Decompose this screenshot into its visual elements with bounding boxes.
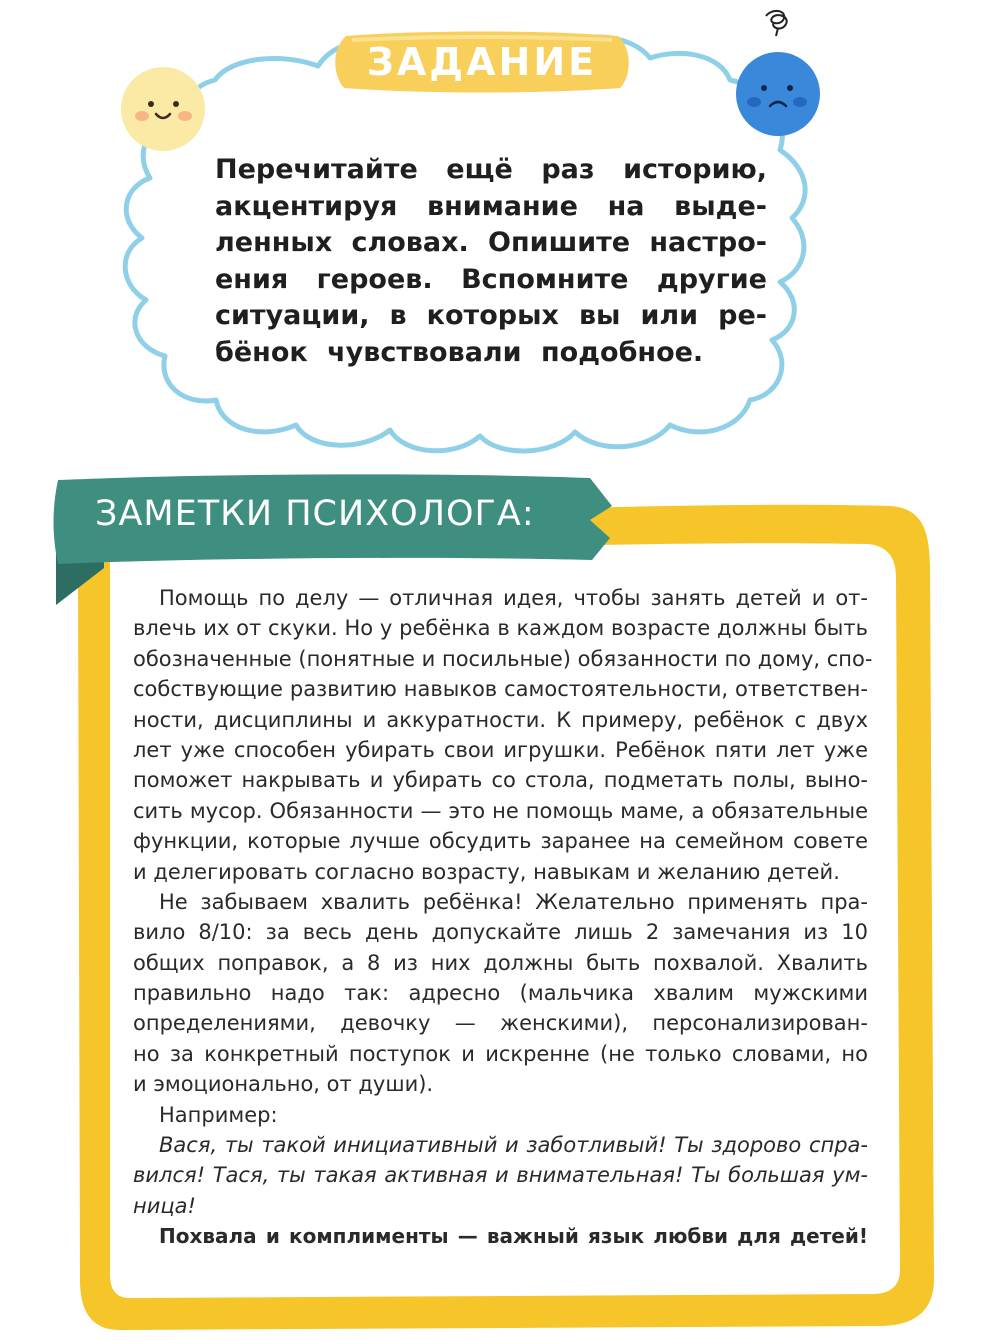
notes-line: собствующие развитию навыков самостоятельности, ответствен- <box>133 677 868 702</box>
task-text <box>215 152 767 371</box>
task-line: ения героев. Вспомните другие <box>215 263 767 295</box>
notes-line: функции, которые лучше обсудить заранее на семейном совете <box>133 829 868 854</box>
sad-blue-face-icon <box>728 6 828 136</box>
notes-text <box>133 583 873 1252</box>
notes-line: и делегировать согласно возрасту, навыкам и желанию детей. <box>133 859 840 884</box>
notes-line: определениями, девочку — женскими), персонализирован- <box>133 1011 868 1036</box>
smiling-sun-icon <box>118 64 208 154</box>
task-line: ситуации, в которых вы или ре- <box>215 300 767 331</box>
notes-line: Например: <box>159 1102 278 1127</box>
notes-title: ЗАМЕТКИ ПСИХОЛОГА: <box>95 494 535 534</box>
notes-line: правильно надо так: адресно (мальчика хвалим мужскими <box>133 981 868 1006</box>
notes-line: поможет накрывать и убирать со стола, подметать полы, выно- <box>133 768 868 793</box>
notes-line: Помощь по делу — отличная идея, чтобы занять детей и от- <box>159 586 868 610</box>
notes-line: влечь их от скуки. Но у ребёнка в каждом возрасте должны быть <box>133 616 868 641</box>
notes-line: обозначенные (понятные и посильные) обязанности по дому, спо- <box>133 646 873 671</box>
notes-conclusion: Похвала и комплименты — важный язык любви для детей! <box>159 1224 868 1249</box>
notes-example-line: ница! <box>133 1193 196 1218</box>
task-line: акцентируя внимание на выде- <box>215 190 767 222</box>
notes-line: Не забываем хвалить ребёнка! Желательно применять пра- <box>159 889 868 914</box>
task-line: бёнок чувствовали подобное. <box>215 336 704 368</box>
notes-line: и эмоционально, от души). <box>133 1072 434 1097</box>
notes-line: лет уже способен убирать свои игрушки. Ребёнок пяти лет уже <box>133 737 868 762</box>
confused-scribble-icon <box>766 11 787 36</box>
notes-example-line: вился! Тася, ты такая активная и внимательная! Ты большая ум- <box>133 1163 868 1188</box>
task-line: ленных словах. Опишите настро- <box>215 227 767 258</box>
notes-line: вило 8/10: за весь день допускайте лишь 2 замечания из 10 <box>133 920 868 945</box>
notes-line: но за конкретный поступок и искренне (не только словами, но <box>133 1041 868 1066</box>
notes-line: общих поправок, а 8 из них должны быть похвалой. Хвалить <box>133 950 868 975</box>
notes-line: сить мусор. Обязанности — это не помощь маме, а обязательные <box>133 798 868 823</box>
notes-example-line: Вася, ты такой инициативный и заботливый! Ты здорово спра- <box>159 1133 868 1158</box>
task-title: ЗАДАНИЕ <box>366 40 598 84</box>
task-line: Перечитайте ещё раз историю, <box>215 154 767 185</box>
notes-line: ности, дисциплины и аккуратности. К примеру, ребёнок с двух <box>133 707 868 732</box>
